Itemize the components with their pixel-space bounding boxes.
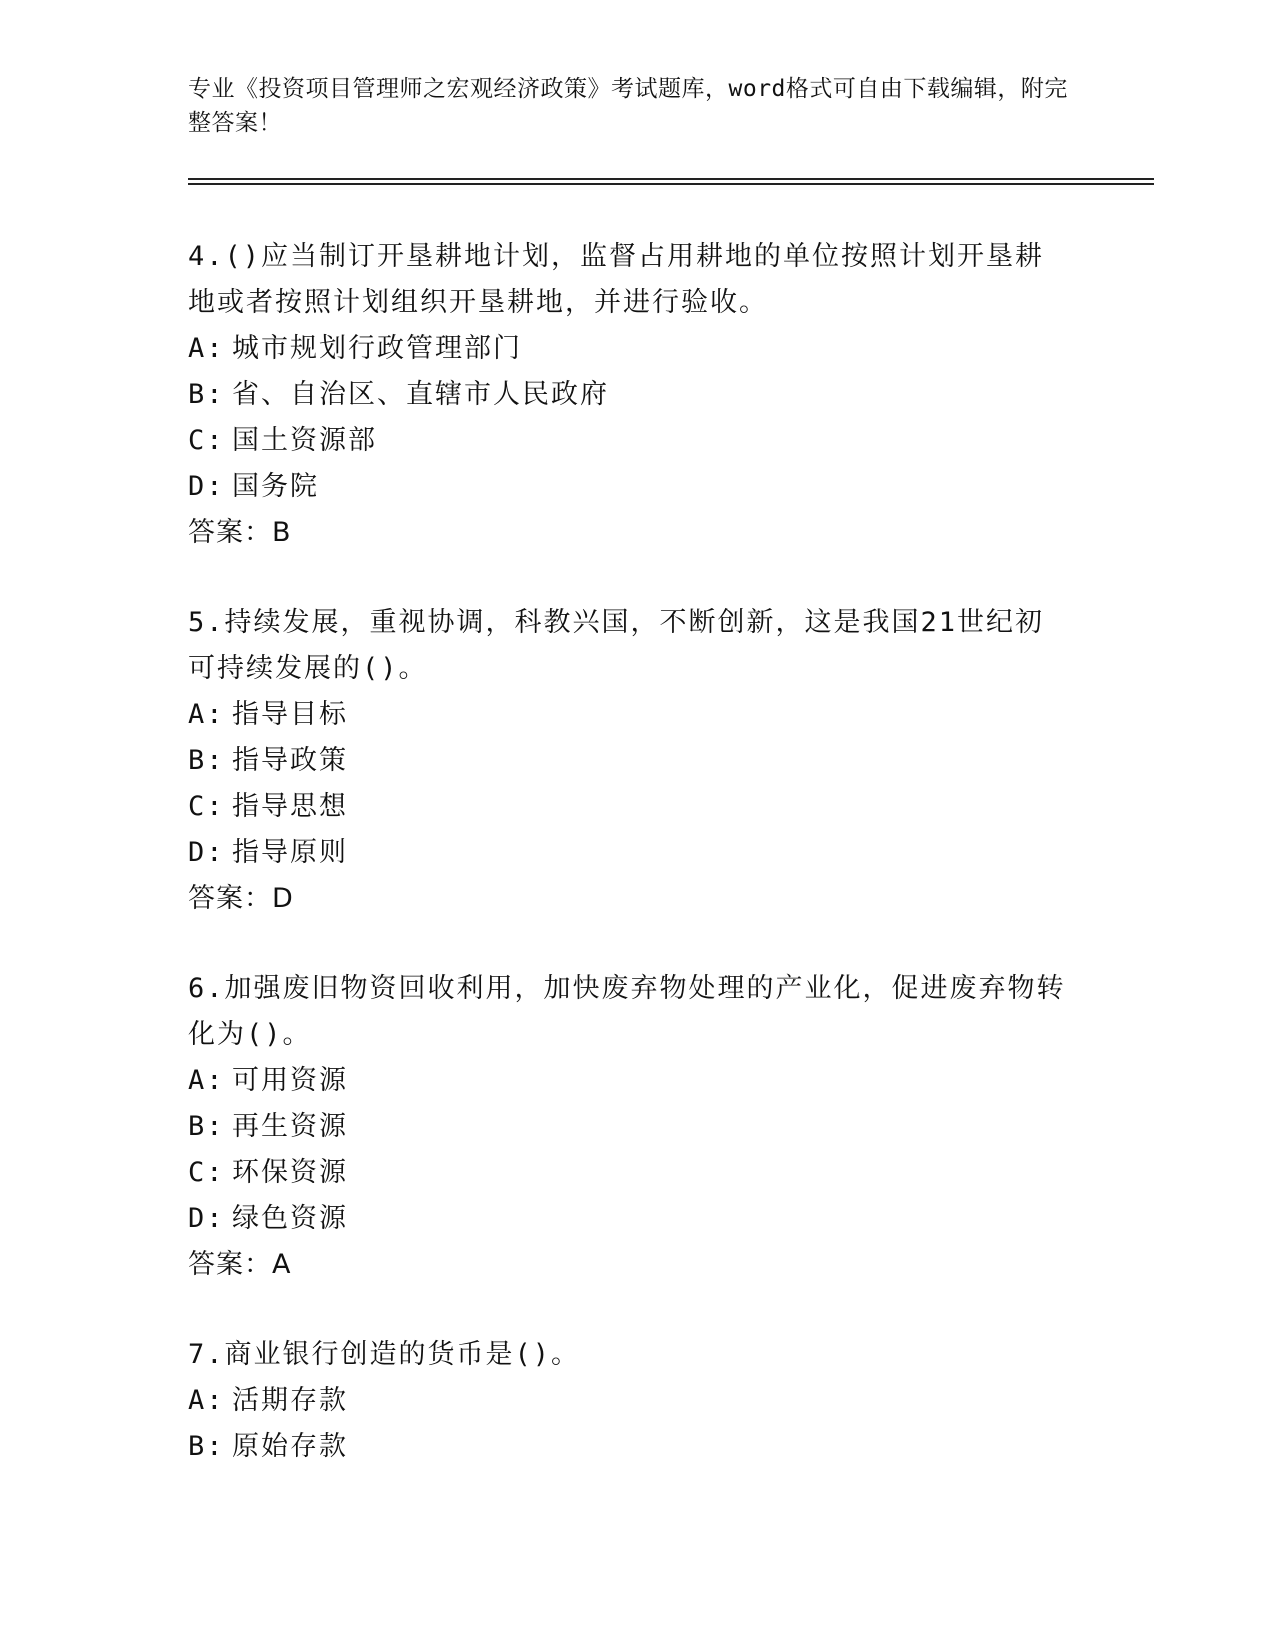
question-4 bbox=[188, 234, 1088, 556]
option-b bbox=[188, 1424, 1088, 1470]
question-stem: 5.持续发展，重视协调，科教兴国，不断创新，这是我国21世纪初可持续发展的()。 bbox=[188, 607, 1045, 684]
question-list bbox=[188, 234, 1088, 1514]
option-c bbox=[188, 418, 1088, 464]
option-text: 可用资源 bbox=[232, 1065, 348, 1096]
option-a bbox=[188, 1058, 1088, 1104]
question-6 bbox=[188, 966, 1088, 1288]
option-b bbox=[188, 738, 1088, 784]
option-b bbox=[188, 372, 1088, 418]
option-text: 指导目标 bbox=[232, 699, 348, 730]
option-text: 城市规划行政管理部门 bbox=[232, 333, 522, 364]
answer-line: 答案：D bbox=[188, 883, 294, 914]
option-text: 绿色资源 bbox=[232, 1203, 348, 1234]
option-text: 省、自治区、直辖市人民政府 bbox=[232, 379, 609, 410]
option-d bbox=[188, 1196, 1088, 1242]
option-b bbox=[188, 1104, 1088, 1150]
option-text: 指导思想 bbox=[232, 791, 348, 822]
option-text: 指导原则 bbox=[232, 837, 348, 868]
header-rule-bottom bbox=[188, 183, 1154, 185]
option-a bbox=[188, 692, 1088, 738]
answer-line: 答案：A bbox=[188, 1249, 292, 1280]
option-c bbox=[188, 1150, 1088, 1196]
option-letter: B: bbox=[188, 745, 225, 776]
option-letter: B: bbox=[188, 1111, 225, 1142]
option-text: 活期存款 bbox=[232, 1385, 348, 1416]
option-text: 国土资源部 bbox=[232, 425, 377, 456]
header-rule-top bbox=[188, 178, 1154, 180]
option-d bbox=[188, 830, 1088, 876]
answer-line: 答案：B bbox=[188, 517, 292, 548]
option-letter: A: bbox=[188, 1065, 225, 1096]
question-stem: 4.()应当制订开垦耕地计划，监督占用耕地的单位按照计划开垦耕地或者按照计划组织开垦耕地，并进行验收。 bbox=[188, 241, 1045, 318]
option-letter: C: bbox=[188, 1157, 225, 1188]
option-a bbox=[188, 326, 1088, 372]
option-text: 指导政策 bbox=[232, 745, 348, 776]
option-letter: D: bbox=[188, 1203, 225, 1234]
option-letter: B: bbox=[188, 379, 225, 410]
option-letter: D: bbox=[188, 837, 225, 868]
option-text: 再生资源 bbox=[232, 1111, 348, 1142]
document-intro: 专业《投资项目管理师之宏观经济政策》考试题库，word格式可自由下载编辑，附完整答案！ bbox=[188, 76, 1068, 136]
option-text: 环保资源 bbox=[232, 1157, 348, 1188]
question-stem: 7.商业银行创造的货币是()。 bbox=[188, 1339, 581, 1370]
option-letter: A: bbox=[188, 1385, 225, 1416]
option-letter: C: bbox=[188, 791, 225, 822]
question-7 bbox=[188, 1332, 1088, 1470]
option-c bbox=[188, 784, 1088, 830]
question-5 bbox=[188, 600, 1088, 922]
option-text: 国务院 bbox=[232, 471, 319, 502]
option-letter: D: bbox=[188, 471, 225, 502]
option-d bbox=[188, 464, 1088, 510]
option-letter: A: bbox=[188, 699, 225, 730]
option-letter: B: bbox=[188, 1431, 225, 1462]
option-letter: C: bbox=[188, 425, 225, 456]
option-letter: A: bbox=[188, 333, 225, 364]
option-a bbox=[188, 1378, 1088, 1424]
question-stem: 6.加强废旧物资回收利用，加快废弃物处理的产业化，促进废弃物转化为()。 bbox=[188, 973, 1066, 1050]
option-text: 原始存款 bbox=[232, 1431, 348, 1462]
